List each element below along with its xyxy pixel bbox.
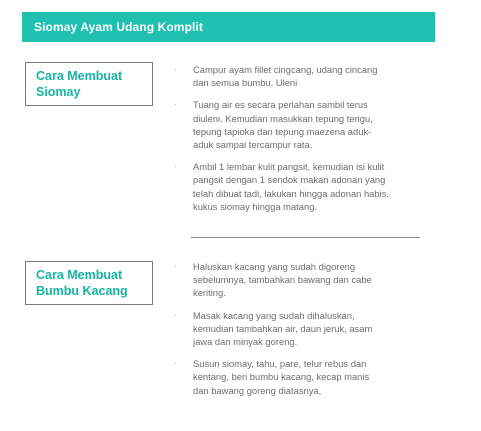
list-item bbox=[172, 260, 434, 300]
list-item bbox=[172, 309, 434, 349]
recipe-header-bar bbox=[22, 12, 435, 42]
step-text: Campur ayam fillet cingcang, udang cincang dan semua bumbu. Uleni bbox=[193, 64, 378, 89]
recipe-title: Siomay Ayam Udang Komplit bbox=[34, 20, 203, 34]
step-text: Tuang air es secara perlahan sambil terus diuleni. Kemudian masukkan tepung terigu, tepung tapioka dan tepung maezena aduk- aduk sampai tercampur rata. bbox=[193, 99, 373, 151]
section-siomay-box bbox=[25, 62, 153, 106]
step-text: Susun siomay, tahu, pare, telur rebus dan kentang, beri bumbu kacang, kecap manis dan bawang goreng diatasnya, bbox=[193, 358, 370, 396]
bumbu-kacang-steps-list bbox=[172, 260, 434, 406]
bullet-icon: · bbox=[174, 161, 177, 172]
bullet-icon: · bbox=[174, 309, 177, 320]
section-siomay-title: Cara Membuat Siomay bbox=[36, 69, 123, 99]
step-text: Ambil 1 lembar kulit pangsit, kemudian isi kulit pangsit dengan 1 sendok makan adonan yang telah dibuat tadi, lakukan hingga adonan habis. kukus siomay hingga matang. bbox=[193, 161, 389, 212]
list-item bbox=[172, 160, 434, 213]
section-bumbu-kacang-title: Cara Membuat Bumbu Kacang bbox=[36, 268, 128, 298]
step-text: Haluskan kacang yang sudah digoreng sebelumnya, tambahkan bawang dan cabe keriting. bbox=[193, 261, 372, 299]
step-text: Masak kacang yang sudah dihaluskan, kemudian tambahkan air, daun jeruk, asam jawa dan minyak goreng. bbox=[193, 309, 373, 348]
list-item bbox=[172, 63, 434, 89]
section-bumbu-kacang-box bbox=[25, 261, 153, 305]
bullet-icon: · bbox=[174, 358, 177, 369]
siomay-steps-list bbox=[172, 63, 434, 222]
section-divider bbox=[191, 237, 420, 238]
bullet-icon: · bbox=[174, 261, 177, 271]
bullet-icon: · bbox=[174, 99, 177, 110]
list-item bbox=[172, 98, 434, 151]
bullet-icon: · bbox=[174, 64, 177, 74]
list-item bbox=[172, 357, 434, 397]
